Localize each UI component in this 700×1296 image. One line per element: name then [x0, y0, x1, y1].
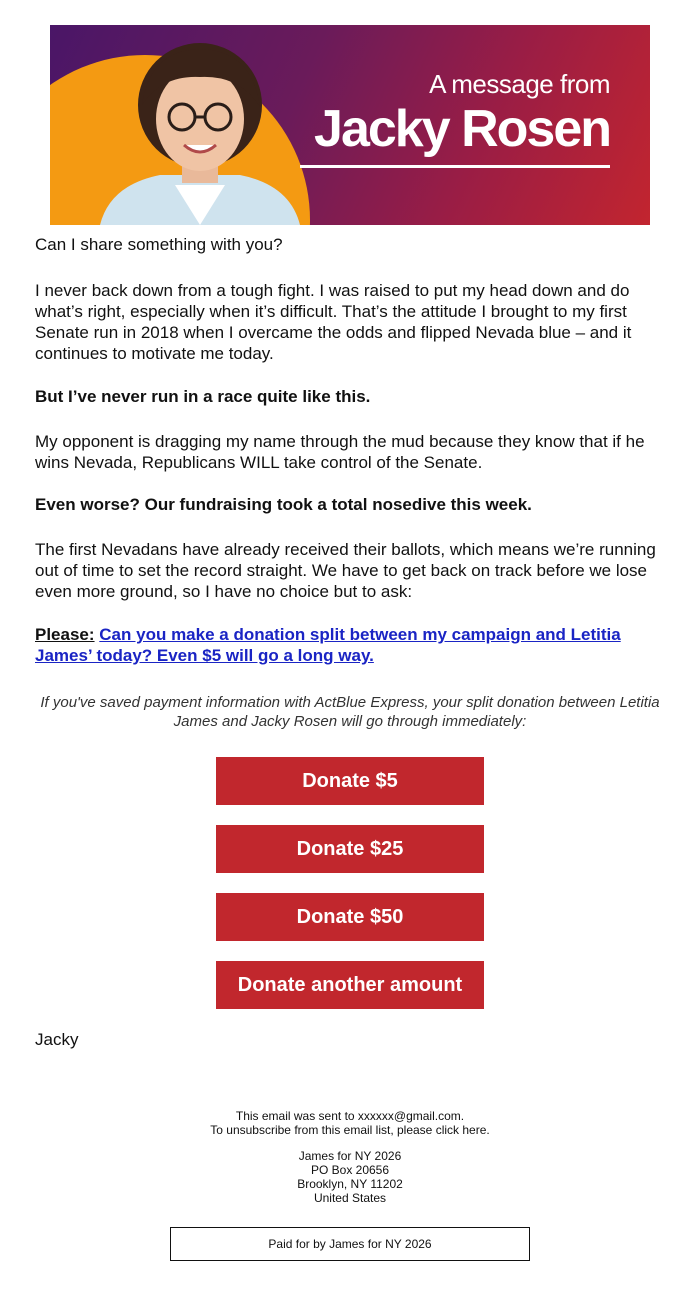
intro-text: Can I share something with you? — [35, 235, 283, 254]
donate-25-button[interactable]: Donate $25 — [216, 825, 484, 873]
paragraph-1: I never back down from a tough fight. I was raised to put my head down and do what’s right, especially when it’s difficult. That’s the attitude I brought to my first Senate run in 2018 when I overcame the odds and flipped Nevada blue – and it continues to motivate me today. — [35, 281, 632, 363]
donate-5-button[interactable]: Donate $5 — [216, 757, 484, 805]
header-message-prefix: A message from — [429, 69, 610, 99]
recipient-email: xxxxxx@gmail.com — [357, 1109, 461, 1123]
header-underline — [300, 165, 610, 168]
header-candidate-name: Jacky Rosen — [314, 100, 610, 158]
paid-for-disclaimer — [170, 1227, 530, 1261]
footer-address — [100, 1149, 600, 1205]
sent-to-line — [100, 1109, 600, 1123]
sent-prefix: This email was sent to — [235, 1109, 358, 1123]
org-name: James for NY 2026 — [298, 1149, 402, 1163]
ask-label: Please: — [35, 625, 95, 644]
footer-notice — [100, 1109, 600, 1137]
donate-50-button[interactable]: Donate $50 — [216, 893, 484, 941]
donation-ask-link[interactable]: Can you make a donation split between my campaign and Letitia James’ today? Even $5 will go a long way. — [35, 625, 621, 665]
paid-for-text: Paid for by James for NY 2026 — [268, 1237, 432, 1251]
bold-statement-1: But I’ve never run in a race quite like this. — [35, 387, 371, 406]
actblue-express-note: If you've saved payment information with ActBlue Express, your split donation between Letitia James and Jacky Rosen will go through immediately: — [40, 694, 660, 730]
bold-statement-2: Even worse? Our fundraising took a total nosedive this week. — [35, 495, 532, 514]
unsub-prefix: To unsubscribe from this email list, please — [210, 1123, 436, 1137]
candidate-portrait — [80, 35, 320, 225]
paragraph-3: The first Nevadans have already received their ballots, which means we’re running out of time to set the record straight. We have to get back on track before we lose even more ground, so I have no choice but to ask: — [35, 540, 656, 601]
paragraph-2: My opponent is dragging my name through the mud because they know that if he wins Nevada, Republicans WILL take control of the Senate. — [35, 432, 645, 472]
sent-suffix: . — [460, 1109, 465, 1123]
signoff: Jacky — [35, 1030, 79, 1049]
unsubscribe-line — [100, 1123, 600, 1137]
donate-other-amount-button[interactable]: Donate another amount — [216, 961, 484, 1009]
city-line: Brooklyn, NY 11202 — [297, 1177, 403, 1191]
unsubscribe-link[interactable]: click here — [435, 1123, 487, 1137]
donation-ask — [35, 624, 665, 666]
po-box: PO Box 20656 — [310, 1163, 390, 1177]
unsub-suffix: . — [486, 1123, 490, 1137]
header-banner — [50, 25, 650, 225]
country: United States — [313, 1191, 387, 1205]
